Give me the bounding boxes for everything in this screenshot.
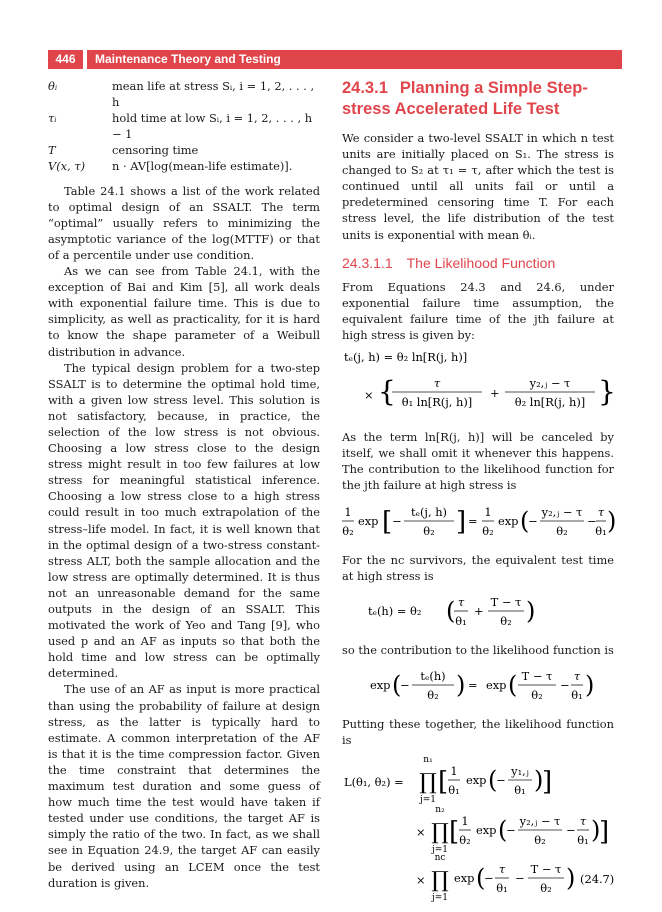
eq-denominator: θ₂ <box>556 523 568 538</box>
eq-paren: ) <box>456 670 466 699</box>
eq-paren: ) <box>526 596 536 625</box>
equation-number: (24.7) <box>580 872 615 887</box>
eq-exp: exp <box>370 677 391 692</box>
eq-numerator: y₂,ⱼ − τ <box>519 814 561 829</box>
eq-numerator: τ <box>498 862 506 877</box>
eq-upper-limit: nc <box>434 853 446 864</box>
section-heading <box>342 78 614 120</box>
section-title: Planning a Simple Step-stress Accelerated Life Test <box>342 79 588 118</box>
eq-paren: ) <box>585 670 595 699</box>
eq-equals-sign: = <box>468 677 478 692</box>
eq-numerator: 1 <box>484 504 492 519</box>
eq-minus-sign: − <box>528 513 538 528</box>
eq-numerator: y₁,ⱼ <box>511 764 529 779</box>
definition-row <box>48 110 320 142</box>
eq-paren: ) <box>591 816 601 845</box>
eq-lower-limit: j=1 <box>431 845 449 856</box>
eq-minus-sign: − <box>587 513 597 528</box>
right-column <box>342 78 617 912</box>
eq-times-sign: × <box>416 873 426 888</box>
eq-numerator: 1 <box>461 814 469 829</box>
body-paragraph: For the nc survivors, the equivalent test time at high stress is <box>342 552 614 583</box>
body-paragraph: so the contribution to the likelihood function is <box>342 642 614 657</box>
eq-lhs: tₑ(h) = θ₂ <box>368 603 422 618</box>
eq-denominator: θ₁ <box>577 833 589 848</box>
eq-exp: exp <box>358 513 379 528</box>
eq-paren: ( <box>498 816 508 845</box>
eq-denominator: θ₂ <box>534 833 546 848</box>
body-paragraph: As we can see from Table 24.1, with the exception of Bai and Kim [5], all work deals with exponential failure time. This is due to simplicity, as well as practicality, for it is hard to know the shape parameter of a Weibull distribution in advance. <box>48 264 320 359</box>
eq-numerator: τ <box>579 814 587 829</box>
eq-numerator: T − τ <box>521 668 553 683</box>
definition-symbol: T <box>48 143 56 158</box>
eq-paren: ( <box>488 766 498 795</box>
eq-upper-limit: n₁ <box>423 755 433 766</box>
eq-paren: ) <box>534 766 544 795</box>
eq-brace-left: { <box>378 375 396 409</box>
eq-paren: ( <box>508 670 518 699</box>
eq-bracket: ] <box>599 817 610 848</box>
eq-minus-sign: − <box>496 773 506 788</box>
definition-symbol: V(x, τ) <box>48 159 86 174</box>
eq-exp: exp <box>498 513 519 528</box>
eq-bracket: ] <box>456 506 467 537</box>
eq-bracket: [ <box>382 506 393 537</box>
definition-text: hold time at low Sᵢ, i = 1, 2, . . . , h − 1 <box>112 111 313 142</box>
eq-equals-sign: = <box>468 513 478 528</box>
equation-likelihood <box>342 752 614 902</box>
equation-survivor-contribution <box>342 662 614 706</box>
definition-symbol: θᵢ <box>48 79 58 93</box>
left-column <box>48 78 320 891</box>
equation-failure-contribution <box>342 498 617 542</box>
eq-denominator: θ₁ <box>455 613 467 628</box>
eq-denominator: θ₂ <box>459 833 471 848</box>
eq-denominator: θ₁ <box>514 783 526 798</box>
eq-paren: ( <box>520 506 530 535</box>
equation-equivalent-time <box>342 347 614 419</box>
eq-paren: ( <box>446 596 456 625</box>
symbol-definitions <box>48 78 320 175</box>
eq-plus-sign: + <box>474 603 484 618</box>
body-paragraph: As the term ln[R(j, h)] will be canceled by itself, we shall omit it whenever this happens. The contribution to the likelihood function for the jth failure at high stress is <box>342 430 614 493</box>
eq-denominator: θ₂ <box>540 881 552 896</box>
eq-numerator: τ <box>433 376 441 391</box>
eq-minus-sign: − <box>400 677 410 692</box>
eq-numerator: y₂,ⱼ − τ <box>529 376 571 391</box>
eq-minus-sign: − <box>515 871 525 886</box>
eq-denominator: θ₁ <box>571 687 583 702</box>
eq-minus-sign: − <box>506 823 516 838</box>
eq-denominator: θ₂ <box>427 687 439 702</box>
eq-denominator: θ₂ <box>531 687 543 702</box>
body-paragraph: We consider a two-level SSALT in which n test units are initially placed on S₁. The stress is changed to S₂ at τ₁ = τ, after which the test is continued until all units fail or until a predetermined censoring time T. For each stress level, the life distribution of the test units is exponential with mean θᵢ. <box>342 131 614 242</box>
eq-bracket: [ <box>438 767 449 798</box>
eq-denominator: θ₁ <box>496 881 508 896</box>
eq-denominator: θ₂ <box>500 613 512 628</box>
eq-numerator: y₂,ⱼ − τ <box>541 504 583 519</box>
eq-brace-right: } <box>598 375 616 409</box>
eq-numerator: τ <box>573 668 581 683</box>
body-paragraph: Table 24.1 shows a list of the work related to optimal design of an SSALT. The term “optimal” usually refers to minimizing the asymptotic variance of the log(MTTF) or that of a percentile under use condition. <box>48 183 320 262</box>
eq-numerator: 1 <box>450 764 458 779</box>
subsection-number: 24.3.1.1 <box>342 254 393 271</box>
eq-numerator: tₑ(h) <box>420 668 446 683</box>
eq-numerator: τ <box>597 504 605 519</box>
eq-product-sign: ∏ <box>431 820 449 846</box>
eq-exp: exp <box>466 773 487 788</box>
eq-lower-limit: j=1 <box>419 795 437 806</box>
eq-exp: exp <box>454 871 475 886</box>
eq-denominator: θ₂ ln[R(j, h)] <box>514 395 586 410</box>
body-paragraph: The typical design problem for a two-step SSALT is to determine the optimal hold time, with a given low stress level. This solution is not satisfactory, because, in practice, the selection of the low stress is not obvious. Choosing a low stress close to the design stress might result in too few failures at low stress for meaningful statistical inference. Choosing a low stress close to a high stress could result in too much extrapolation of the stress–life model. In fact, it is well known that in the optimal design of a two-stress constant-stress ALT, both the sample allocation and the low stress are optimally determined. It is thus not an unreasonable demand for the same outputs in the design of an SSALT. This motivated the work of Yeo and Tang [9], who used p and an AF as inputs so that both the hold time and low stress can be optimally determined. <box>48 360 320 681</box>
subsection-title: The Likelihood Function <box>406 254 556 271</box>
eq-product-sign: ∏ <box>431 868 449 894</box>
definition-row <box>48 78 320 110</box>
eq-paren: ) <box>607 506 617 535</box>
body-paragraph: The use of an AF as input is more practical than using the probability of failure at design stress, as the latter is typically hard to estimate. A common interpretation of the AF is that it is the time compression factor. Given the time constraint that determines the maximum test duration and some guess of how much time the test would have taken if tested under use conditions, the target AF is simply the ratio of the two. In fact, as we shall see in Equation 24.9, the target AF can easily be derived using an LCEM once the test duration is given. <box>48 682 320 890</box>
eq-denominator: θ₂ <box>482 523 494 538</box>
running-header <box>40 50 622 69</box>
eq-bracket: ] <box>542 767 553 798</box>
page-number: 446 <box>48 50 83 69</box>
eq-times-sign: × <box>364 388 374 403</box>
eq-denominator: θ₂ <box>423 523 435 538</box>
body-paragraph: From Equations 24.3 and 24.6, under exponential failure time assumption, the equivalent failure time of the jth failure at high stress is given by: <box>342 279 614 342</box>
eq-exp: exp <box>486 677 507 692</box>
eq-product-sign: ∏ <box>419 770 437 796</box>
definition-text: n · AV[log(mean-life estimate)]. <box>112 159 293 174</box>
eq-minus-sign: − <box>392 513 402 528</box>
definition-text: mean life at stress Sᵢ, i = 1, 2, . . . , h <box>112 79 315 110</box>
definition-text: censoring time <box>112 143 199 158</box>
eq-numerator: τ <box>457 594 465 609</box>
eq-minus-sign: − <box>484 871 494 886</box>
section-number: 24.3.1 <box>342 79 388 97</box>
eq-denominator: θ₁ <box>595 523 607 538</box>
eq-numerator: T − τ <box>530 862 562 877</box>
eq-paren: ( <box>392 670 402 699</box>
eq-numerator: tₑ(j, h) <box>411 504 447 519</box>
definition-row <box>48 158 320 174</box>
eq-lhs: L(θ₁, θ₂) = <box>344 775 404 790</box>
eq-paren: ( <box>476 864 486 893</box>
eq-denominator: θ₁ ln[R(j, h)] <box>401 395 473 410</box>
eq-denominator: θ₂ <box>342 523 354 538</box>
definition-symbol: τᵢ <box>48 111 57 126</box>
definition-row <box>48 142 320 158</box>
subsection-heading <box>342 253 614 273</box>
eq-numerator: 1 <box>344 504 352 519</box>
eq-minus-sign: − <box>560 677 570 692</box>
eq-times-sign: × <box>416 825 426 840</box>
eq-upper-limit: n₂ <box>435 805 445 816</box>
body-paragraph: Putting these together, the likelihood function is <box>342 717 614 748</box>
eq-lower-limit: j=1 <box>431 893 449 904</box>
eq-paren: ) <box>566 864 576 893</box>
eq-lhs: tₑ(j, h) = θ₂ ln[R(j, h)] <box>344 350 468 365</box>
eq-numerator: T − τ <box>490 594 522 609</box>
eq-minus-sign: − <box>566 823 576 838</box>
eq-exp: exp <box>476 823 497 838</box>
eq-denominator: θ₁ <box>448 783 460 798</box>
running-title: Maintenance Theory and Testing <box>87 50 622 69</box>
eq-plus-sign: + <box>490 386 500 401</box>
eq-bracket: [ <box>449 817 460 848</box>
equation-survivor-time <box>342 588 614 632</box>
